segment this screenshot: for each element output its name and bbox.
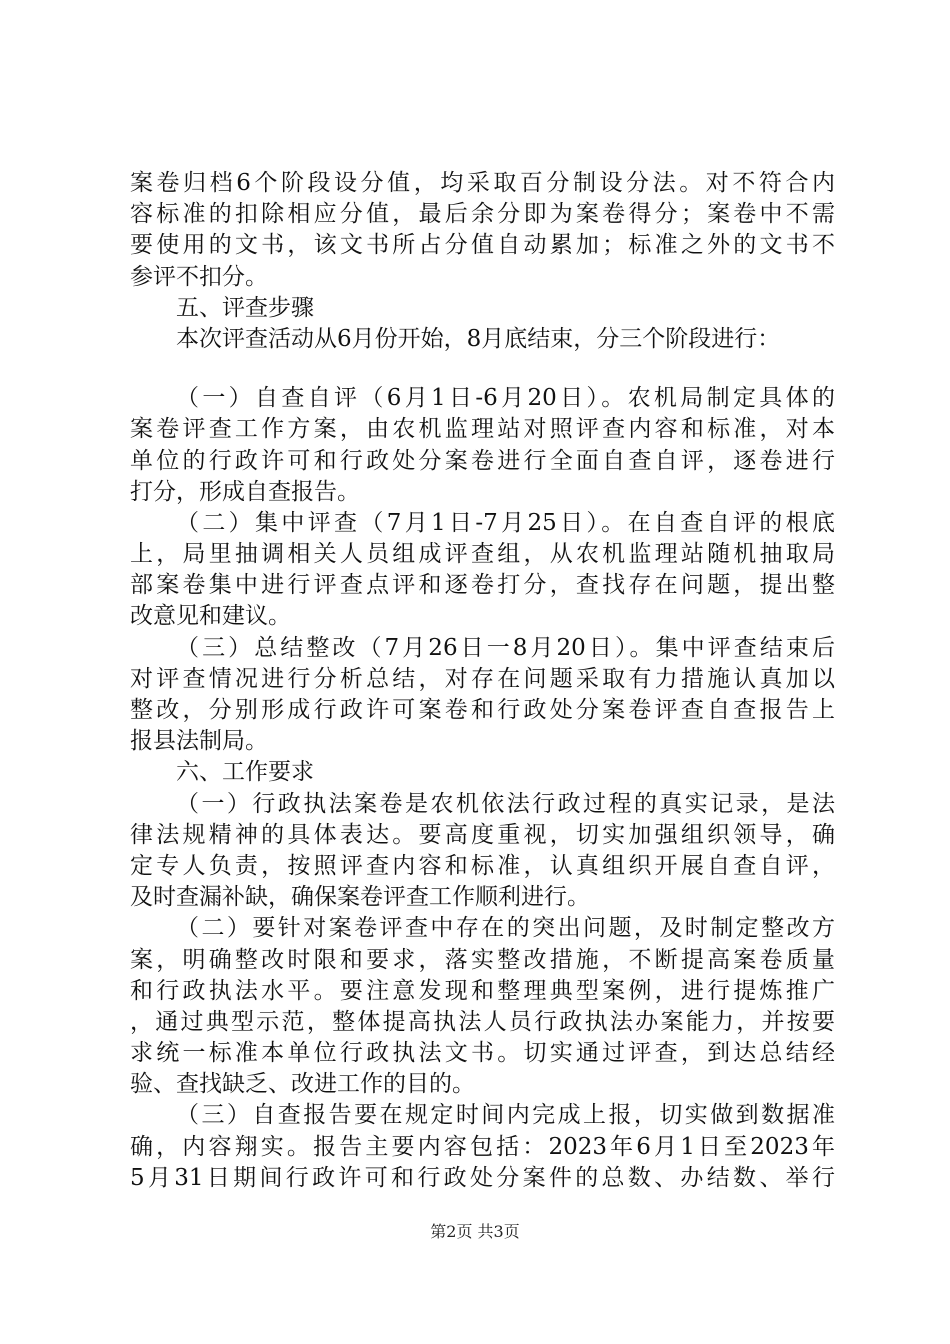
paragraph-line: 参评不扣分。 [130,263,268,290]
paragraph-line: （一）行政执法案卷是农机依法行政过程的真实记录，是法 [176,790,835,817]
paragraph-line: 容标准的扣除相应分值，最后余分即为案卷得分；案卷中不需 [130,201,835,228]
paragraph-line: 案卷归档6个阶段设分值，均采取百分制设分法。对不符合内 [130,170,835,196]
paragraph-line: 部案卷集中进行评查点评和逐卷打分，查找存在问题，提出整 [130,572,835,599]
paragraph-line: 定专人负责，按照评查内容和标准，认真组织开展自查自评， [130,852,835,879]
paragraph-line: 报县法制局。 [130,728,268,755]
paragraph-line: 本次评查活动从6月份开始，8月底结束，分三个阶段进行： [176,325,781,352]
paragraph-line: （一）自查自评（6月1日-6月20日）。农机局制定具体的 [176,385,835,412]
paragraph-line: 改意见和建议。 [130,603,291,630]
paragraph-line: 整改，分别形成行政许可案卷和行政处分案卷评查自查报告上 [130,697,835,723]
paragraph-line: 单位的行政许可和行政处分案卷进行全面自查自评，逐卷进行 [130,447,835,474]
paragraph-gap [130,355,835,383]
page-footer: 第2页 共3页 [430,1222,520,1241]
paragraph-line: 确，内容翔实。报告主要内容包括：2023年6月1日至2023年 [130,1133,835,1160]
paragraph-line: ，通过典型示范，整体提高执法人员行政执法办案能力，并按要 [130,1008,835,1035]
paragraph-line: 及时查漏补缺，确保案卷评查工作顺利进行。 [130,884,590,911]
document-body [130,168,835,1194]
paragraph-line: （二）集中评查（7月1日-7月25日）。在自查自评的根底 [176,509,835,536]
paragraph-line: 案，明确整改时限和要求，落实整改措施，不断提高案卷质量 [130,946,835,973]
paragraph-line: （二）要针对案卷评查中存在的突出问题，及时制定整改方 [176,915,835,942]
paragraph-line: 和行政执法水平。要注意发现和整理典型案例，进行提炼推广 [130,977,835,1004]
paragraph-line: 打分，形成自查报告。 [130,478,360,505]
paragraph-line: 对评查情况进行分析总结，对存在问题采取有力措施认真加以 [130,665,835,692]
paragraph-line: 求统一标准本单位行政执法文书。切实通过评查，到达总结经 [130,1040,835,1067]
paragraph-line: 5月31日期间行政许可和行政处分案件的总数、办结数、举行 [130,1164,835,1191]
paragraph-line: （三）自查报告要在规定时间内完成上报，切实做到数据准 [176,1102,835,1129]
paragraph-line: 案卷评查工作方案，由农机监理站对照评查内容和标准，对本 [130,416,835,443]
section-heading: 五、评查步骤 [176,294,314,321]
paragraph-line: 上，局里抽调相关人员组成评查组，从农机监理站随机抽取局 [130,541,835,568]
paragraph-line: 验、查找缺乏、改进工作的目的。 [130,1071,475,1098]
paragraph-line: 律法规精神的具体表达。要高度重视，切实加强组织领导，确 [130,821,835,848]
section-heading: 六、工作要求 [176,759,314,786]
paragraph-line: 要使用的文书，该文书所占分值自动累加；标准之外的文书不 [130,232,835,259]
paragraph-line: （三）总结整改（7月26日一8月20日）。集中评查结束后 [176,634,835,661]
